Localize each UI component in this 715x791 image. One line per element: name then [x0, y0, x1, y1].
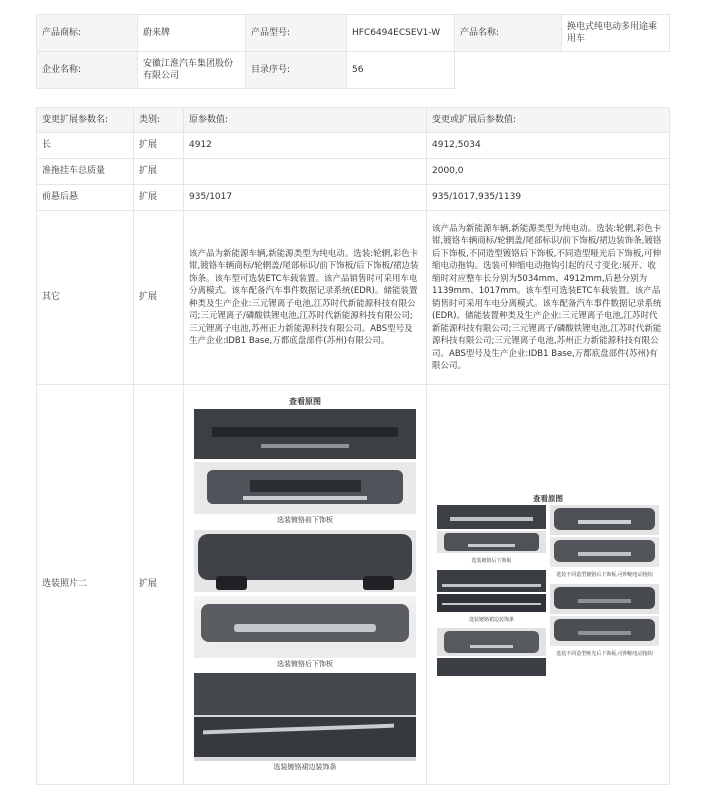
- parameter-change-table: [36, 107, 670, 785]
- param-name: 其它: [37, 211, 134, 385]
- changed-photo-grid: [437, 505, 659, 676]
- col-changed-header: 变更或扩展后参数值:: [427, 108, 670, 133]
- side-skirt-photo: [194, 673, 416, 761]
- empty-cell: [562, 52, 670, 89]
- view-original-link[interactable]: 查看原图: [289, 396, 321, 406]
- rear-photo-b: [437, 531, 546, 553]
- caption-changed-tow-hook: 选装不同造型镀铬后下饰板,可伸缩电动拖钩: [556, 572, 653, 579]
- caption-side-skirt: 选装镀铬裙边装饰条: [273, 763, 337, 771]
- view-original-link[interactable]: 查看原图: [533, 493, 563, 503]
- param-type: 扩展: [134, 385, 184, 785]
- param-type: 扩展: [134, 133, 184, 159]
- side-photo-b: [437, 594, 546, 612]
- param-original: 935/1017: [184, 185, 427, 211]
- product-name-label: 产品名称:: [455, 15, 562, 52]
- col-original-header: 原参数值:: [184, 108, 427, 133]
- table-row: [37, 133, 670, 159]
- side-photo-a: [437, 570, 546, 592]
- tow-hook-photo-a: [550, 505, 659, 535]
- param-name: 长: [37, 133, 134, 159]
- caption-front-trim: 选装镀铬前下饰板: [277, 516, 333, 524]
- rear-photo-d: [437, 658, 546, 676]
- col-param-header: 变更扩展参数名:: [37, 108, 134, 133]
- front-bumper-photo: [194, 462, 416, 514]
- rear-bumper-photo-2: [194, 596, 416, 658]
- model-value: HFC6494ECSEV1-W: [347, 15, 455, 52]
- rear-photo-c: [437, 628, 546, 656]
- tow-hook-photo-b: [550, 537, 659, 567]
- rear-photo-a: [437, 505, 546, 529]
- original-photo-cell: [184, 385, 427, 785]
- brand-value: 蔚来牌: [138, 15, 246, 52]
- caption-changed-rear: 选装镀铬后下饰板: [471, 558, 512, 565]
- caption-rear-trim: 选装镀铬后下饰板: [277, 659, 333, 668]
- header-row-2: [37, 52, 670, 89]
- param-name: 准拖挂车总质量: [37, 159, 134, 185]
- product-header-table: [36, 14, 670, 89]
- param-type: 扩展: [134, 185, 184, 211]
- model-label: 产品型号:: [246, 15, 347, 52]
- catalog-label: 目录序号:: [246, 52, 347, 89]
- brand-label: 产品商标:: [37, 15, 138, 52]
- caption-changed-matte: 选装不同造型哑光后下饰板,可伸缩电动拖钩: [556, 650, 653, 657]
- param-original: 该产品为新能源车辆,新能源类型为纯电动。选装:轮辋,彩色卡钳,镀铬车辆商标/轮辋盖/尾部标识/前下饰板/后下饰板/裙边装饰条。该车型可选装ETC车载装置。该产品销售时可采用车电分离模式。该车配备汽车事件数据记录系统(EDR)。储能装置种类及生产企业:三元锂离子电池,江苏时代新能源科技有限公司;三元锂离子/磷酸铁锂电池,江苏时代新能源科技有限公司;三元锂离子电池,苏州正力新能源科技有限公司。ABS型号及生产企业:IDB1 Base,万都底盘部件(苏州)有限公司。: [184, 211, 427, 385]
- company-label: 企业名称:: [37, 52, 138, 89]
- table-row: [37, 159, 670, 185]
- empty-cell: [455, 52, 562, 89]
- param-type: 扩展: [134, 159, 184, 185]
- rear-bumper-photo-1: [194, 530, 416, 592]
- table-row: [37, 385, 670, 785]
- param-original: 4912: [184, 133, 427, 159]
- param-name: 前悬后悬: [37, 185, 134, 211]
- caption-changed-side: 选装镀铬裙边装饰条: [468, 616, 514, 623]
- param-original: [184, 159, 427, 185]
- matte-trim-photo-b: [550, 616, 659, 646]
- table-row: [37, 211, 670, 385]
- matte-trim-photo-a: [550, 584, 659, 614]
- changed-photo-column-left: [437, 505, 546, 676]
- param-changed: 该产品为新能源车辆,新能源类型为纯电动。选装:轮辋,彩色卡钳,镀铬车辆商标/轮辋盖/尾部标识/前下饰板/裙边装饰条,镀铬后下饰板,不同造型镀铬后下饰板,不同造型哑光后下饰板,可伸缩电动拖钩。选装可伸缩电动拖钩引起的尺寸变化:展开、收缩时对应整车长分别为5034mm、4912mm,后悬分别为1139mm、1017mm。该车型可选装ETC车载装置。该产品销售时可采用车电分离模式。该车配备汽车事件数据记录系统(EDR)。储能装置种类及生产企业:三元锂离子电池,江苏时代新能源科技有限公司;三元锂离子/磷酸铁锂电池,江苏时代新能源科技有限公司;三元锂离子电池,苏州正力新能源科技有限公司。ABS型号及生产企业:IDB1 Base,万都底盘部件(苏州)有限公司。: [427, 211, 670, 385]
- catalog-value: 56: [347, 52, 455, 89]
- changed-photo-column-right: [550, 505, 659, 676]
- product-name-value: 换电式纯电动多用途乘用车: [562, 15, 670, 52]
- param-type: 扩展: [134, 211, 184, 385]
- front-bumper-photo-top: [194, 409, 416, 459]
- col-type-header: 类别:: [134, 108, 184, 133]
- param-changed: 2000,0: [427, 159, 670, 185]
- company-value: 安徽江淮汽车集团股份有限公司: [138, 52, 246, 89]
- table-header-row: [37, 108, 670, 133]
- param-changed: 4912,5034: [427, 133, 670, 159]
- changed-photo-cell: [427, 385, 670, 785]
- header-row-1: [37, 15, 670, 52]
- param-changed: 935/1017,935/1139: [427, 185, 670, 211]
- param-name: 选装照片二: [37, 385, 134, 785]
- table-row: [37, 185, 670, 211]
